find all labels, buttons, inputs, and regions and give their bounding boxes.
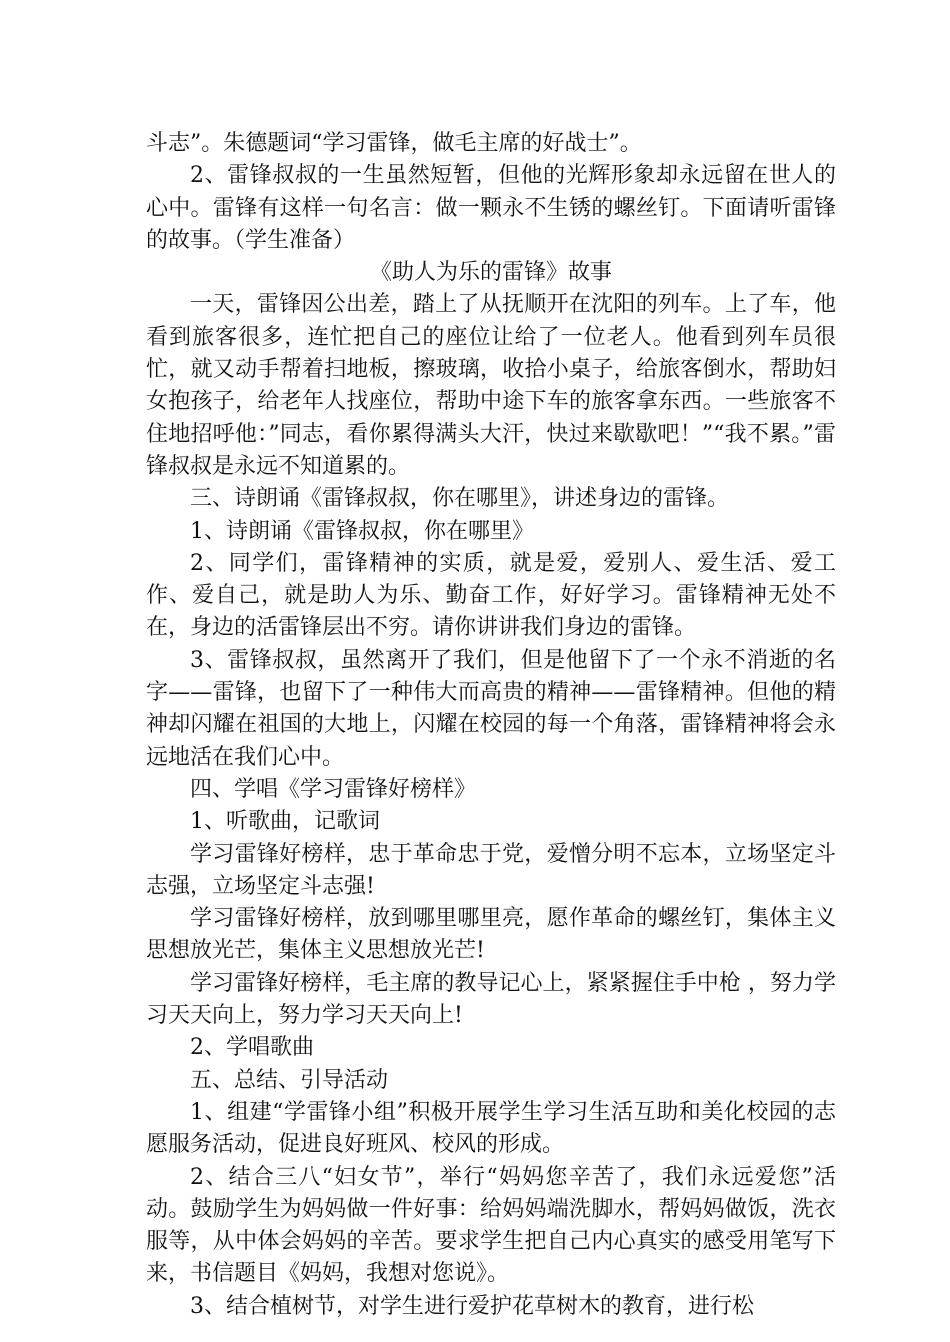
section-heading-5: 五、总结、引导活动 bbox=[190, 1067, 389, 1093]
section-heading-3: 三、诗朗诵《雷锋叔叔，你在哪里》，讲述身边的雷锋。 bbox=[190, 486, 730, 512]
paragraph-legacy: 3、雷锋叔叔，虽然离开了我们，但是他留下了一个永不消逝的名字——雷锋，也留下了一种伟大而高贵的精神——雷锋精神。但他的精神却闪耀在祖国的大地上，闪耀在校园的每一个角落，雷锋精神将会永远地活在我们心中。 bbox=[146, 647, 836, 770]
paragraph-group: 1、组建“学雷锋小组”积极开展学生学习生活互助和美化校园的志愿服务活动，促进良好班风、校风的形成。 bbox=[146, 1099, 836, 1158]
story-title: 《助人为乐的雷锋》故事 bbox=[369, 260, 612, 286]
paragraph-arbor-day: 3、结合植树节，对学生进行爱护花草树木的教育，进行松 bbox=[190, 1293, 754, 1319]
paragraph-story: 一天，雷锋因公出差，踏上了从抚顺开在沈阳的列车。上了车，他看到旅客很多，连忙把自己的座位让给了一位老人。他看到列车员很忙，就又动手帮着扫地板，擦玻璃，收拾小桌子，给旅客倒水，帮助妇女抱孩子，给老年人找座位，帮助中途下车的旅客拿东西。一些旅客不住地招呼他：”同志，看你累得满头大汗，快过来歇歇吧！”“我不累。”雷锋叔叔是永远不知道累的。 bbox=[146, 292, 836, 479]
paragraph-listen-song: 1、听歌曲，记歌词 bbox=[190, 809, 380, 835]
paragraph-continuation: 斗志”。朱德题词“学习雷锋，做毛主席的好战士”。 bbox=[146, 131, 642, 156]
paragraph-poem: 1、诗朗诵《雷锋叔叔，你在哪里》 bbox=[190, 518, 534, 544]
paragraph-leifeng-motto: 2、雷锋叔叔的一生虽然短暂，但他的光辉形象却永远留在世人的心中。雷锋有这样一句名言：做一颗永不生锈的螺丝钉。下面请听雷锋的故事。（学生准备） bbox=[146, 163, 836, 253]
paragraph-spirit: 2、同学们，雷锋精神的实质，就是爱，爱别人、爱生活、爱工作、爱自己，就是助人为乐、勤奋工作，好好学习。雷锋精神无处不在，身边的活雷锋层出不穷。请你讲讲我们身边的雷锋。 bbox=[146, 550, 836, 641]
document-page bbox=[146, 128, 836, 1323]
paragraph-sing-song: 2、学唱歌曲 bbox=[190, 1035, 314, 1061]
paragraph-womens-day: 2、结合三八“妇女节”，举行“妈妈您辛苦了，我们永远爱您”活动。鼓励学生为妈妈做一件好事：给妈妈端洗脚水，帮妈妈做饭，洗衣服等，从中体会妈妈的辛苦。要求学生把自己内心真实的感受用笔写下来，书信题目《妈妈，我想对您说》。 bbox=[146, 1164, 836, 1287]
lyrics-verse-3: 学习雷锋好榜样，毛主席的教导记心上，紧紧握住手中枪 ，努力学习天天向上，努力学习天天向上! bbox=[146, 970, 836, 1029]
section-heading-4: 四、学唱《学习雷锋好榜样》 bbox=[190, 776, 477, 802]
lyrics-verse-1: 学习雷锋好榜样，忠于革命忠于党，爱憎分明不忘本，立场坚定斗志强，立场坚定斗志强! bbox=[146, 841, 836, 899]
lyrics-verse-2: 学习雷锋好榜样，放到哪里哪里亮，愿作革命的螺丝钉，集体主义思想放光芒，集体主义思想放光芒! bbox=[146, 906, 836, 964]
